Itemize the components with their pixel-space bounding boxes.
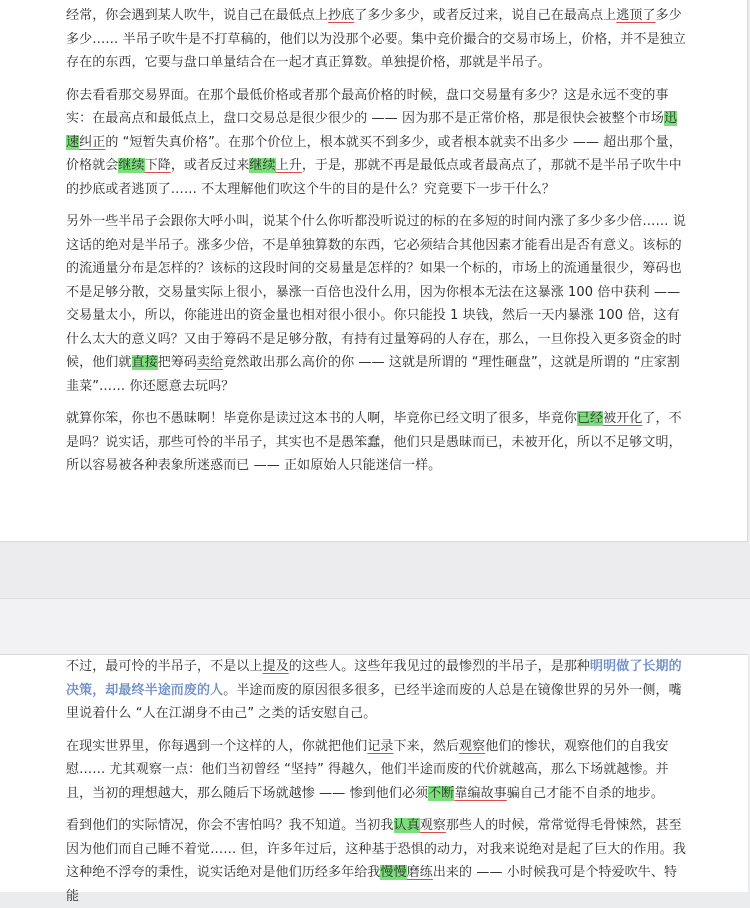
annotation-underline[interactable]: 下降 — [144, 158, 171, 173]
annotation-highlight[interactable]: 继续 — [118, 158, 145, 173]
document-page-2 — [0, 654, 748, 904]
annotation-underline[interactable]: 提及 — [262, 659, 289, 674]
page-1-text — [66, 4, 686, 478]
annotation-underline[interactable]: 上升 — [275, 158, 302, 173]
annotation-underline[interactable]: 观察 — [419, 818, 446, 833]
annotation-underline[interactable]: 靠编故事 — [454, 785, 507, 801]
page-gap — [0, 598, 750, 655]
paragraph-3: 另外一些半吊子会跟你大呼小叫，说某个什么你听都没听说过的标的在多短的时间内涨了多少多少倍…… 说这话的绝对是半吊子。涨多少倍，不是单独算数的东西，它必须结合其他因素才能看出是否有意义。该标的的流通量分布是怎样的？该标的这段时间的交易量是怎样的？如果一个标的，市场上的流通量很少，筹码也不是足够分散，交易量实际上很小，暴涨一百倍也没什么用，因为你根本无法在这暴涨 100 倍中获利 —— 交易量太小，所以，你能进出的资金量也相对很小很小。你只能投 1 块钱，然后一天内暴涨 100 倍，这有什么太大的意义吗？又由于筹码不是足够分散，有持有过量筹码的人存在，那么，一旦你投入更多资金的时候，他们就直接把筹码卖给竟然敢出那么高价的你 —— 这就是所谓的 “理性砸盘”，这就是所谓的 “庄家割韭菜”…… 你还愿意去玩吗？ — [66, 214, 686, 394]
annotation-highlight[interactable]: 继续 — [249, 158, 276, 173]
page-2-text — [66, 655, 686, 908]
annotation-underline[interactable]: 逃顶了 — [616, 8, 656, 23]
annotation-underline[interactable]: 观察 — [459, 738, 486, 754]
paragraph-1: 经常，你会遇到某人吹牛，说自己在最低点上抄底了多少多少，或者反过来，说自己在最高点上逃顶了多少多少…… 半吊子吹牛是不打草稿的，他们以为没那个必要。集中竞价撮合的交易市场上，价格，并不是独立存在的东西，它要与盘口单量结合在一起才真正算数。单独提价格，那就是半吊子。 — [66, 8, 686, 70]
annotation-highlight[interactable]: 不断 — [428, 785, 455, 801]
annotation-underline[interactable]: 卖给 — [197, 355, 224, 370]
annotation-highlight[interactable]: 认真 — [393, 818, 420, 833]
annotation-underline[interactable]: 被开化 — [603, 411, 643, 426]
paragraph-5: 不过，最可怜的半吊子，不是以上提及的这些人。这些年我见过的最惨烈的半吊子，是那种明明做了长期的决策，却最终半途而废的人。半途而废的原因很多很多，已经半途而废的人总是在镜像世界的另外一侧，嘴里说着什么 “人在江湖身不由己” 之类的话安慰自己。 — [66, 659, 682, 721]
paragraph-2: 你去看看那交易界面。在那个最低价格或者那个最高价格的时候，盘口交易量有多少？这是永远不变的事实：在最高点和最低点上，盘口交易总是很少很少的 —— 因为那不是正常价格，那是很快会被整个市场迅速纠正的 “短暂失真价格”。在那个价位上，根本就买不到多少，或者根本就卖不出多少 —— 超出那个量，价格就会继续下降，或者反过来继续上升，于是，那就不再是最低点或者最高点了，那就不是半吊子吹牛中的抄底或者逃顶了…… 不太理解他们吹这个牛的目的是什么？究竟要下一步干什么？ — [66, 87, 682, 197]
annotation-underline[interactable]: 记录 — [367, 738, 394, 754]
page-gap — [0, 542, 750, 598]
paragraph-7: 看到他们的实际情况，你会不害怕吗？我不知道。当初我认真观察那些人的时候，常常觉得毛骨悚然，甚至因为他们而自己睡不着觉…… 但，许多年过后，这种基于恐惧的动力，对我来说绝对是起了巨大的作用。我这种绝不浮夸的秉性，说实话绝对是他们历经多年给我慢慢磨练出来的 —— 小时候我可是个特爱吹牛、特能 — [66, 818, 686, 904]
annotation-highlight[interactable]: 已经 — [576, 411, 604, 426]
annotation-underline[interactable]: 纠正 — [79, 134, 106, 150]
paragraph-6: 在现实世界里，你每遇到一个这样的人，你就把他们记录下来，然后观察他们的惨状，观察他们的自我安慰…… 尤其观察一点：他们当初曾经 “坚持” 得越久，他们半途而废的代价就越高，那么下场就越惨。并且，当初的理想越大，那么随后下场就越惨 —— 惨到他们必须不断靠编故事骗自己才能不自杀的地步。 — [66, 738, 669, 801]
annotation-highlight[interactable]: 迅速 — [66, 111, 678, 150]
annotation-underline[interactable]: 抄底 — [328, 8, 355, 23]
emphasized-text: 明明做了长期的决策，却最终半途而废的人 — [66, 659, 682, 698]
annotation-highlight[interactable]: 慢慢 — [380, 865, 407, 880]
annotation-highlight[interactable]: 直接 — [131, 355, 158, 370]
paragraph-4: 就算你笨，你也不愚昧啊！毕竟你是读过这本书的人啊，毕竟你已经文明了很多，毕竟你已经被开化了，不是吗？说实话，那些可怜的半吊子，其实也不是愚笨蠢，他们只是愚昧而已，未被开化，所以不足够文明，所以容易被各种表象所迷惑而已 —— 正如原始人只能迷信一样。 — [66, 411, 682, 473]
annotation-underline[interactable]: 磨练 — [406, 865, 433, 880]
